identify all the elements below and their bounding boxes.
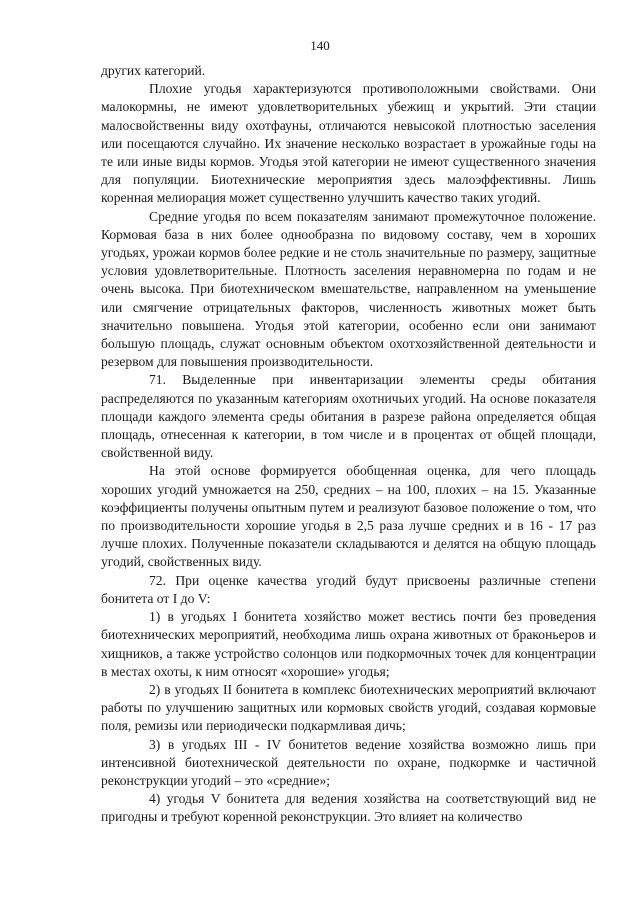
body-text bbox=[101, 62, 596, 827]
paragraph-average-lands: Средние угодья по всем показателям занимают промежуточное положение. Кормовая база в них более однообразна по видовому составу, чем в хороших угодьях, урожаи кормов более редкие и не столь значительные по размеру, защитные условия удовлетворительные. Плотность заселения неравномерна по годам и не очень высока. При биотехническом вмешательстве, направленном на уменьшение или смягчение отрицательных факторов, численность животных может быть значительно повышена. Угодья этой категории, особенно если они занимают большую площадь, служат основным объектом охотхозяйственной деятельности и резервом для повышения производительности. bbox=[101, 208, 596, 370]
list-item-bonitet-1: 1) в угодьях I бонитета хозяйство может вестись почти без проведения биотехнических мероприятий, необходима лишь охрана животных от браконьеров и хищников, а также устройство солонцов или подкормочных точек для концентрации в местах охоты, к ним относят «хорошие» угодья; bbox=[101, 609, 596, 679]
list-item-bonitet-3-4: 3) в угодьях III - IV бонитетов ведение хозяйства возможно лишь при интенсивной биотехнической деятельности по охране, подкормке и частичной реконструкции угодий – это «средние»; bbox=[101, 736, 596, 788]
paragraph-general-assessment: На этой основе формируется обобщенная оценка, для чего площадь хороших угодий умножается на 250, средних – на 100, плохих – на 15. Указанные коэффициенты получены опытным путем и реализуют базовое положение о том, что по производительности хорошие угодья в 2,5 раза лучше средних и в 16 - 17 раз лучше плохих. Полученные показатели складываются и делятся на общую площадь угодий, свойственных виду. bbox=[101, 463, 596, 570]
paragraph-item-71: 71. Выделенные при инвентаризации элементы среды обитания распределяются по указанным категориям охотничьих угодий. На основе показателя площади каждого элемента среды обитания в разрезе района определяется общая площадь, отнесенная к категории, в том числе и в процентах от общей площади, свойственной виду. bbox=[101, 372, 596, 461]
list-item-bonitet-2: 2) в угодьях II бонитета в комплекс биотехнических мероприятий включают работы по улучшению защитных или кормовых свойств угодий, создавая кормовые поля, ремизы или периодически подкармливая дичь; bbox=[101, 681, 596, 734]
paragraph-item-72: 72. При оценке качества угодий будут присвоены различные степени бонитета от I до V: bbox=[101, 572, 596, 606]
paragraph-continuation: других категорий. bbox=[101, 63, 206, 78]
list-item-bonitet-5: 4) угодья V бонитета для ведения хозяйства на соответствующий вид не пригодны и требуют коренной реконструкции. Это влияет на количество bbox=[101, 791, 596, 825]
page-number: 140 bbox=[310, 38, 330, 53]
paragraph-poor-lands: Плохие угодья характеризуются противоположными свойствами. Они малокормны, не имеют удовлетворительных убежищ и укрытий. Эти стации малосвойственны виду охотфауны, отличаются невысокой плотностью заселения или посещаются случайно. Их значение несколько возрастает в урожайные годы на те или иные виды кормов. Угодья этой категории не имеют существенного значения для популяции. Биотехнические мероприятия здесь малоэффективны. Лишь коренная мелиорация может существенно улучшить качество таких угодий. bbox=[101, 81, 596, 206]
